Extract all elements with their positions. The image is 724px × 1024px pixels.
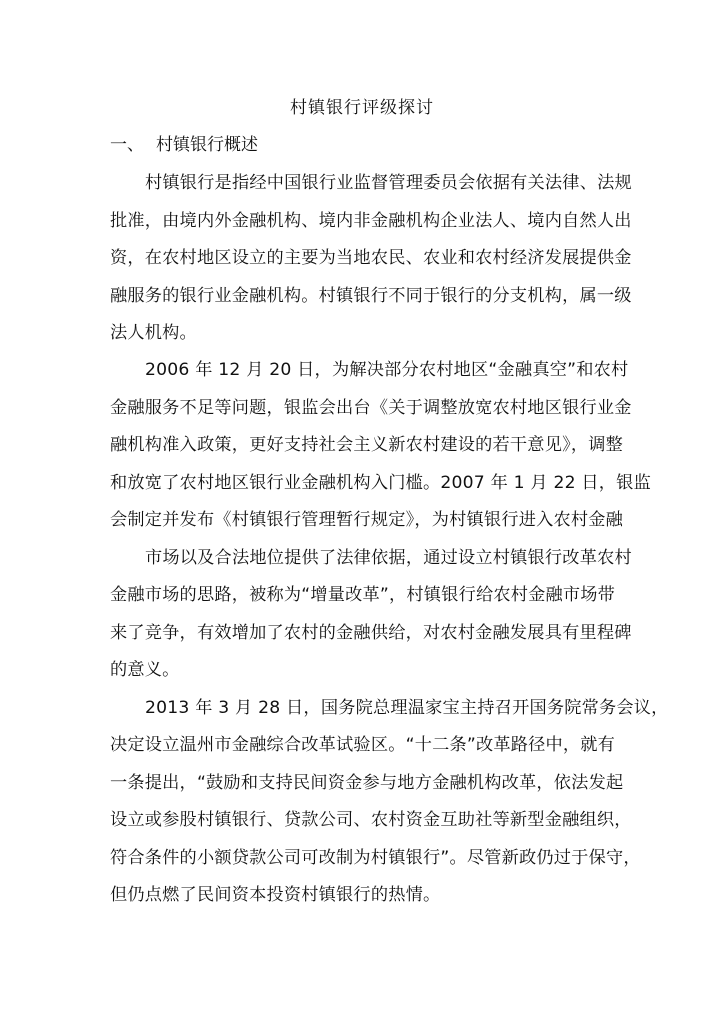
paragraph-line: 的意义。 [110, 660, 180, 680]
paragraph-line: 融服务的银行业金融机构。村镇银行不同于银行的分支机构，属一级 [110, 286, 632, 306]
paragraph-line: 但仍点燃了民间资本投资村镇银行的热情。 [110, 885, 441, 905]
section-heading [110, 133, 258, 157]
paragraph-line: 村镇银行是指经中国银行业监督管理委员会依据有关法律、法规 [145, 173, 632, 193]
section-number: 一、 [110, 135, 144, 155]
paragraph-line: 一条提出，“鼓励和支持民间资金参与地方金融机构改革，依法发起 [110, 773, 624, 793]
paragraph-line: 设立或参股村镇银行、贷款公司、农村资金互助社等新型金融组织， [110, 810, 632, 830]
paragraph-line: 法人机构。 [110, 323, 197, 343]
paragraph-line: 融机构准入政策，更好支持社会主义新农村建设的若干意见》，调整 [110, 435, 624, 455]
paragraph-line: 金融服务不足等问题，银监会出台《关于调整放宽农村地区银行业金 [110, 398, 632, 418]
paragraph-line: 批准，由境内外金融机构、境内非金融机构企业法人、境内自然人出 [110, 211, 632, 231]
paragraph-line: 市场以及合法地位提供了法律依据，通过设立村镇银行改革农村 [145, 548, 632, 568]
document-title: 村镇银行评级探讨 [290, 98, 434, 118]
section-heading-text: 村镇银行概述 [156, 135, 258, 155]
paragraph-line: 决定设立温州市金融综合改革试验区。“十二条”改革路径中，就有 [110, 735, 616, 755]
paragraph-line: 2006 年 12 月 20 日，为解决部分农村地区“金融真空”和农村 [145, 360, 629, 380]
paragraph-line: 金融市场的思路，被称为“增量改革”，村镇银行给农村金融市场带 [110, 585, 616, 605]
paragraph-line: 资，在农村地区设立的主要为当地农民、农业和农村经济发展提供金 [110, 248, 632, 268]
paragraph-line: 会制定并发布《村镇银行管理暂行规定》，为村镇银行进入农村金融 [110, 510, 624, 530]
paragraph-line: 来了竞争，有效增加了农村的金融供给，对农村金融发展具有里程碑 [110, 623, 632, 643]
paragraph-line: 符合条件的小额贷款公司可改制为村镇银行”。尽管新政仍过于保守， [110, 848, 641, 868]
paragraph-line: 和放宽了农村地区银行业金融机构入门槛。2007 年 1 月 22 日，银监 [110, 473, 651, 493]
paragraph-line: 2013 年 3 月 28 日，国务院总理温家宝主持召开国务院常务会议， [145, 698, 669, 718]
